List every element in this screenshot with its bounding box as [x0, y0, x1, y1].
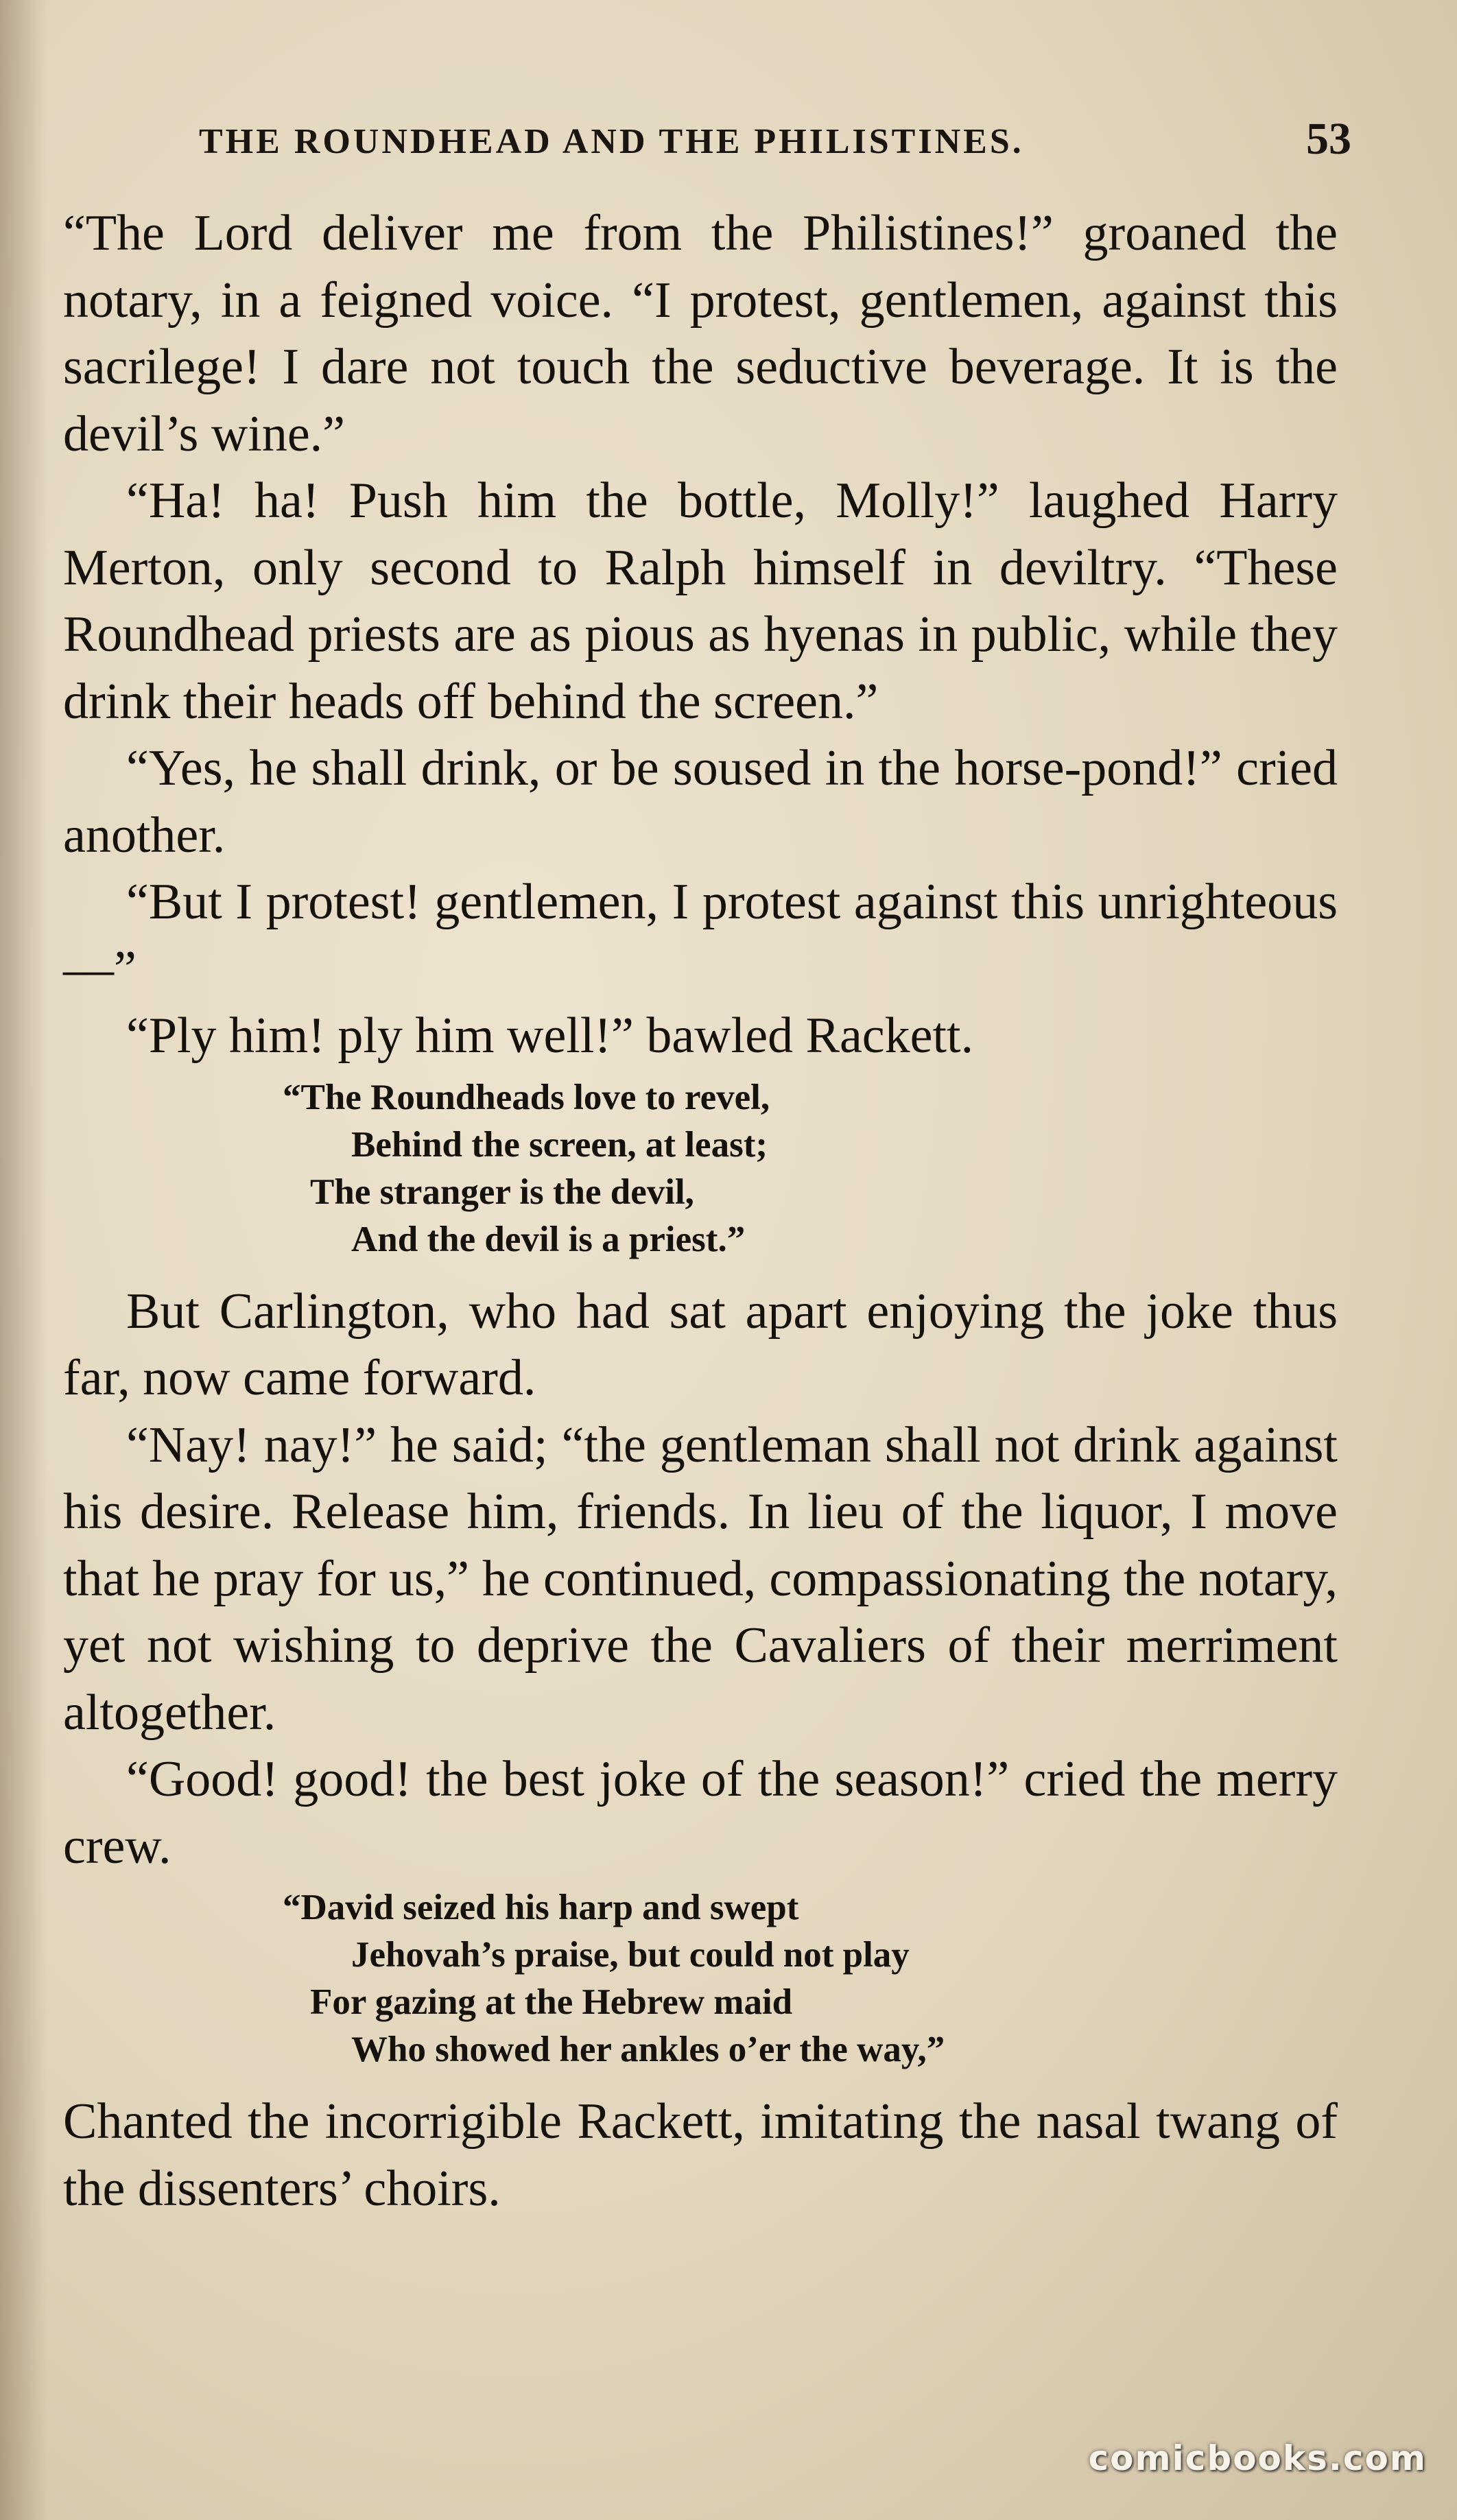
verse-line: And the devil is a priest.”: [351, 1219, 746, 1259]
paragraph: “Yes, he shall drink, or be soused in the horse-pond!” cried another.: [63, 740, 1338, 864]
verse-line: Behind the screen, at least;: [351, 1124, 768, 1165]
verse-line: Jehovah’s praise, but could not play: [351, 1935, 910, 1975]
paragraph: “Ha! ha! Push him the bottle, Molly!” laughed Harry Merton, only second to Ralph himself in deviltry. “These Roundhead priests are as pious as hyenas in public, while they drink their heads off behind the screen.”: [63, 473, 1338, 730]
paragraph: “But I protest! gentlemen, I protest against this unrighteous—”: [63, 874, 1338, 997]
verse-line: For gazing at the Hebrew maid: [310, 1982, 793, 2022]
running-head-title: THE ROUNDHEAD AND THE PHILISTINES.: [199, 122, 1024, 161]
paragraph: “Good! good! the best joke of the season!” cried the merry crew.: [63, 1751, 1338, 1875]
body-text: [63, 200, 1338, 2222]
watermark: comicbooks.com: [1088, 2438, 1427, 2478]
running-head: [199, 113, 1351, 168]
paragraph: “Nay! nay!” he said; “the gentleman shall not drink against his desire. Release him, friends. In lieu of the liquor, I move that he pray for us,” he continued, compassionating the notary, yet not wishing to deprive the Cavaliers of their merriment altogether.: [63, 1416, 1338, 1741]
paragraph: “Ply him! ply him well!” bawled Rackett.: [126, 1008, 974, 1064]
spine-shadow: [0, 0, 48, 2520]
verse-line: “David seized his harp and swept: [283, 1888, 799, 1927]
verse-line: The stranger is the devil,: [310, 1172, 694, 1212]
verse-block: [63, 1070, 1338, 1279]
verse-line: Who showed her ankles o’er the way,”: [351, 2030, 945, 2069]
verse-line: “The Roundheads love to revel,: [283, 1077, 770, 1117]
verse-block: [63, 1880, 1338, 2089]
page-number: 53: [1306, 114, 1351, 164]
paragraph: But Carlington, who had sat apart enjoying the joke thus far, now came forward.: [63, 1283, 1338, 1406]
paragraph: Chanted the incorrigible Rackett, imitating the nasal twang of the dissenters’ choirs.: [63, 2093, 1338, 2217]
paragraph: “The Lord deliver me from the Philistines!” groaned the notary, in a feigned voice. “I protest, gentlemen, against this sacrilege! I dare not touch the seductive beverage. It is the devil’s wine.”: [63, 205, 1338, 462]
